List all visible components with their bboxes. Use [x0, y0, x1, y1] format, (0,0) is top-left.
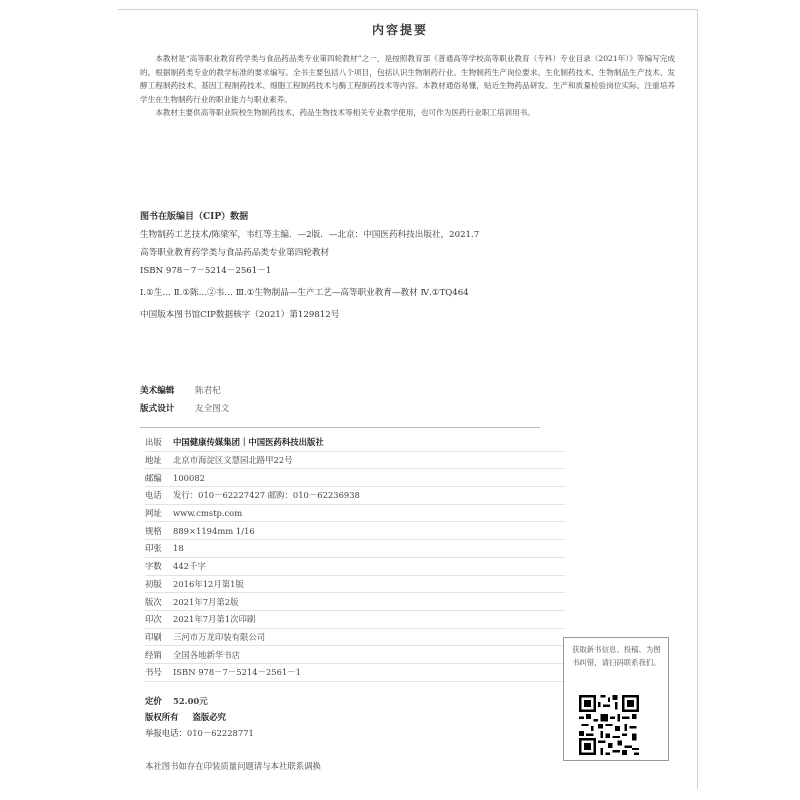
pub-value: 100082 — [173, 472, 205, 483]
pub-label: 初版 — [145, 578, 162, 589]
pub-label: 印刷 — [145, 631, 162, 642]
pub-value: 2016年12月第1版 — [173, 578, 244, 589]
pub-row — [145, 629, 565, 647]
pub-value: 2021年7月第1次印刷 — [173, 614, 256, 625]
price-label: 定价 — [145, 696, 162, 706]
staff-credits — [140, 384, 540, 420]
staff-label: 版式设计 — [140, 404, 175, 414]
quality-notice: 本社图书如存在印装质量问题请与本社联系调换 — [145, 761, 321, 771]
pub-label: 经销 — [145, 649, 162, 660]
pub-label: 电话 — [145, 490, 162, 501]
qr-code-icon[interactable] — [579, 695, 639, 755]
price-and-rights — [145, 693, 565, 741]
page-frame-right — [697, 9, 698, 789]
rights-value: 盗版必究 — [192, 712, 226, 722]
pub-label: 地址 — [145, 455, 162, 466]
report-phone: 010－62228771 — [186, 728, 254, 738]
pub-row — [145, 611, 565, 629]
pub-label: 版次 — [145, 596, 162, 607]
staff-row — [140, 384, 540, 396]
pub-row — [145, 452, 565, 470]
cip-isbn: ISBN 978－7－5214－2561－1 — [140, 266, 272, 276]
pub-row — [145, 664, 565, 682]
staff-row — [140, 402, 540, 414]
pub-label: 邮编 — [145, 472, 162, 483]
pub-row — [145, 469, 565, 487]
pub-value: 中国健康传媒集团｜中国医药科技出版社 — [173, 437, 324, 448]
abstract — [140, 52, 675, 120]
rights-label: 版权所有 — [145, 712, 179, 722]
qr-caption: 获取新书信息、投稿、为图书纠错，请扫码联系我们。 — [572, 645, 661, 667]
pub-value: www.cmstp.com — [173, 508, 243, 519]
pub-value: 889×1194mm 1/16 — [173, 525, 255, 536]
pub-label: 规格 — [145, 525, 162, 536]
pub-row — [145, 522, 565, 540]
cip-record-number: 中国版本图书馆CIP数据核字（2021）第129812号 — [140, 310, 340, 320]
cip-title-line: 生物制药工艺技术/陈梁军，韦红等主编．—2版．—北京：中国医药科技出版社，2021.7 — [140, 230, 480, 240]
pub-value: 2021年7月第2版 — [173, 596, 239, 607]
cip-classification: Ⅰ.①生… Ⅱ.①陈…②韦… Ⅲ.①生物制品—生产工艺—高等职业教育—教材 Ⅳ.①TQ464 — [140, 288, 469, 298]
staff-value: 友全图文 — [195, 404, 230, 414]
divider — [140, 427, 540, 428]
pub-row — [145, 505, 565, 523]
pub-row — [145, 540, 565, 558]
pub-value: 发行：010－62227427 邮购：010－62236938 — [173, 490, 360, 501]
page-frame-top — [118, 9, 698, 10]
pub-value: 北京市海淀区文慧园北路甲22号 — [173, 455, 293, 466]
pub-value: 全国各地新华书店 — [173, 649, 240, 660]
staff-value: 陈君杞 — [195, 386, 221, 396]
pub-label: 书号 — [145, 667, 162, 678]
cip-block — [140, 209, 700, 326]
pub-value: ISBN 978－7－5214－2561－1 — [173, 667, 301, 678]
cip-heading: 图书在版编目（CIP）数据 — [140, 212, 249, 222]
page-title: 内容提要 — [371, 23, 428, 37]
pub-value: 442千字 — [173, 561, 206, 572]
pub-label: 印张 — [145, 543, 162, 554]
abstract-paragraph: 本教材主要供高等职业院校生物制药技术、药品生物技术等相关专业教学使用，也可作为医药行业职工培训用书。 — [155, 108, 535, 118]
pub-label: 网址 — [145, 508, 162, 519]
price-value: 52.00元 — [173, 696, 208, 706]
pub-label: 字数 — [145, 561, 162, 572]
rights-row — [145, 709, 565, 725]
price-row — [145, 693, 565, 709]
staff-label: 美术编辑 — [140, 386, 175, 396]
pub-row — [145, 576, 565, 594]
pub-label: 印次 — [145, 614, 162, 625]
pub-row — [145, 558, 565, 576]
abstract-paragraph: 本教材是“高等职业教育药学类与食品药品类专业第四轮教材”之一，是按照教育部《普通高等学校高等职业教育（专科）专业目录（2021年）》等编写完成的。根据制药类专业的教学标准的要求编写。全书主要包括八个项目，包括认识生物制药行业、生物制药生产岗位要求、生化制药技术、生物制品生产技术、发酵工程制药技术、基因工程制药技术、细胞工程制药技术与酶工程制药技术等内容。本教材通俗易懂，贴近生物药品研发、生产和质量检验岗位实际，注重培养学生在生物制药行业的职业能力与职业素养。 — [140, 54, 675, 104]
report-label: 举报电话： — [145, 728, 187, 738]
pub-value: 18 — [173, 543, 184, 554]
cip-series-line: 高等职业教育药学类与食品药品类专业第四轮教材 — [140, 248, 330, 258]
pub-label: 出版 — [145, 437, 162, 448]
qr-code-box — [563, 637, 669, 761]
pub-row — [145, 487, 565, 505]
report-row — [145, 725, 565, 741]
pub-value: 三河市万龙印装有限公司 — [173, 631, 266, 642]
publication-info — [145, 434, 565, 682]
pub-row — [145, 646, 565, 664]
pub-row — [145, 434, 565, 452]
pub-row — [145, 593, 565, 611]
